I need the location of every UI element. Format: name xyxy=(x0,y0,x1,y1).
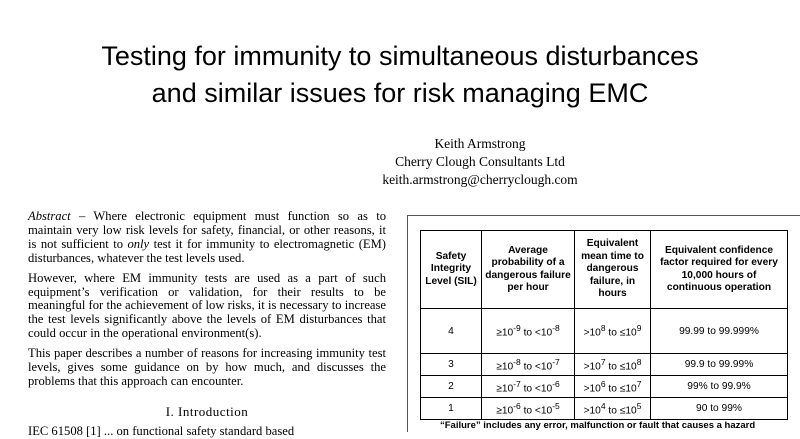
paper-title xyxy=(0,38,800,112)
author-block xyxy=(300,135,660,189)
cell-confidence: 99% to 99.9% xyxy=(651,376,788,398)
cell-sil: 1 xyxy=(421,398,482,420)
cell-probability: $\ge 10^{-7}$ to $<10^{-6}$ xyxy=(482,376,575,398)
cell-mttf: $>10^6$ to $\le 10^7$ xyxy=(575,376,651,398)
author-name: Keith Armstrong xyxy=(434,136,526,151)
section-heading: I. Introduction xyxy=(165,404,249,419)
table-footnote xyxy=(440,420,755,431)
abstract-text-a: – Where electronic equipment must function so as to maintain very low risk levels for safety, financial, or other reasons, it is not sufficient to xyxy=(28,209,386,251)
abstract-label: Abstract xyxy=(28,209,71,223)
cell-confidence: 99.9 to 99.99% xyxy=(651,354,788,376)
cell-confidence: 99.99 to 99.999% xyxy=(651,309,788,354)
cell-sil: 4 xyxy=(421,309,482,354)
title-line-1: Testing for immunity to simultaneous disturbances xyxy=(101,41,699,71)
footnote-term: “Failure” xyxy=(440,420,481,431)
abstract-paragraph-1 xyxy=(28,210,386,266)
cell-probability: $\ge 10^{-8}$ to $<10^{-7}$ xyxy=(482,354,575,376)
sil-table xyxy=(420,230,788,420)
header-confidence: Equivalent confidence factor required for every 10,000 hours of continuous operation xyxy=(651,231,788,309)
cell-probability: $\ge 10^{-6}$ to $<10^{-5}$ xyxy=(482,398,575,420)
table-row xyxy=(421,354,788,376)
cell-mttf: $>10^7$ to $\le 10^8$ xyxy=(575,354,651,376)
abstract-paragraph-2: However, where EM immunity tests are used as a part of such equipment’s verification or validation, for their results to be meaningful for the achievement of low risks, it is necessary to increase the test levels significantly above the levels of EM disturbances that could occur in the operational environment(s). xyxy=(28,270,386,341)
cell-probability: $\ge 10^{-9}$ to $<10^{-8}$ xyxy=(482,309,575,354)
cell-mttf: $>10^8$ to $\le 10^9$ xyxy=(575,309,651,354)
header-mttf: Equivalent mean time to dangerous failure, in hours xyxy=(575,231,651,309)
table-row xyxy=(421,309,788,354)
cut-off-text: IEC 61508 [1] ... on functional safety standard based xyxy=(28,424,295,438)
title-line-2: and similar issues for risk managing EMC xyxy=(151,78,649,108)
cell-mttf: $>10^4$ to $\le 10^5$ xyxy=(575,398,651,420)
abstract-column xyxy=(28,210,386,395)
author-affiliation: Cherry Clough Consultants Ltd xyxy=(395,154,565,169)
table-row xyxy=(421,376,788,398)
abstract-text-b: test it for immunity to electromagnetic (EM) disturbances, whatever the test levels used. xyxy=(28,236,386,265)
cell-confidence: 90 to 99% xyxy=(651,398,788,420)
footnote-text: includes any error, malfunction or fault that causes a hazard xyxy=(480,420,756,431)
cell-sil: 2 xyxy=(421,376,482,398)
abstract-paragraph-3: This paper describes a number of reasons for increasing immunity test levels, gives some guidance on by how much, and discusses the problems that this approach can encounter. xyxy=(28,346,386,388)
cell-sil: 3 xyxy=(421,354,482,376)
table-row xyxy=(421,398,788,420)
header-probability: Average probability of a dangerous failure per hour xyxy=(482,231,575,309)
table-header-row xyxy=(421,231,788,309)
abstract-emphasis: only xyxy=(127,236,150,251)
author-email: keith.armstrong@cherryclough.com xyxy=(382,172,578,187)
header-sil: Safety Integrity Level (SIL) xyxy=(421,231,482,309)
